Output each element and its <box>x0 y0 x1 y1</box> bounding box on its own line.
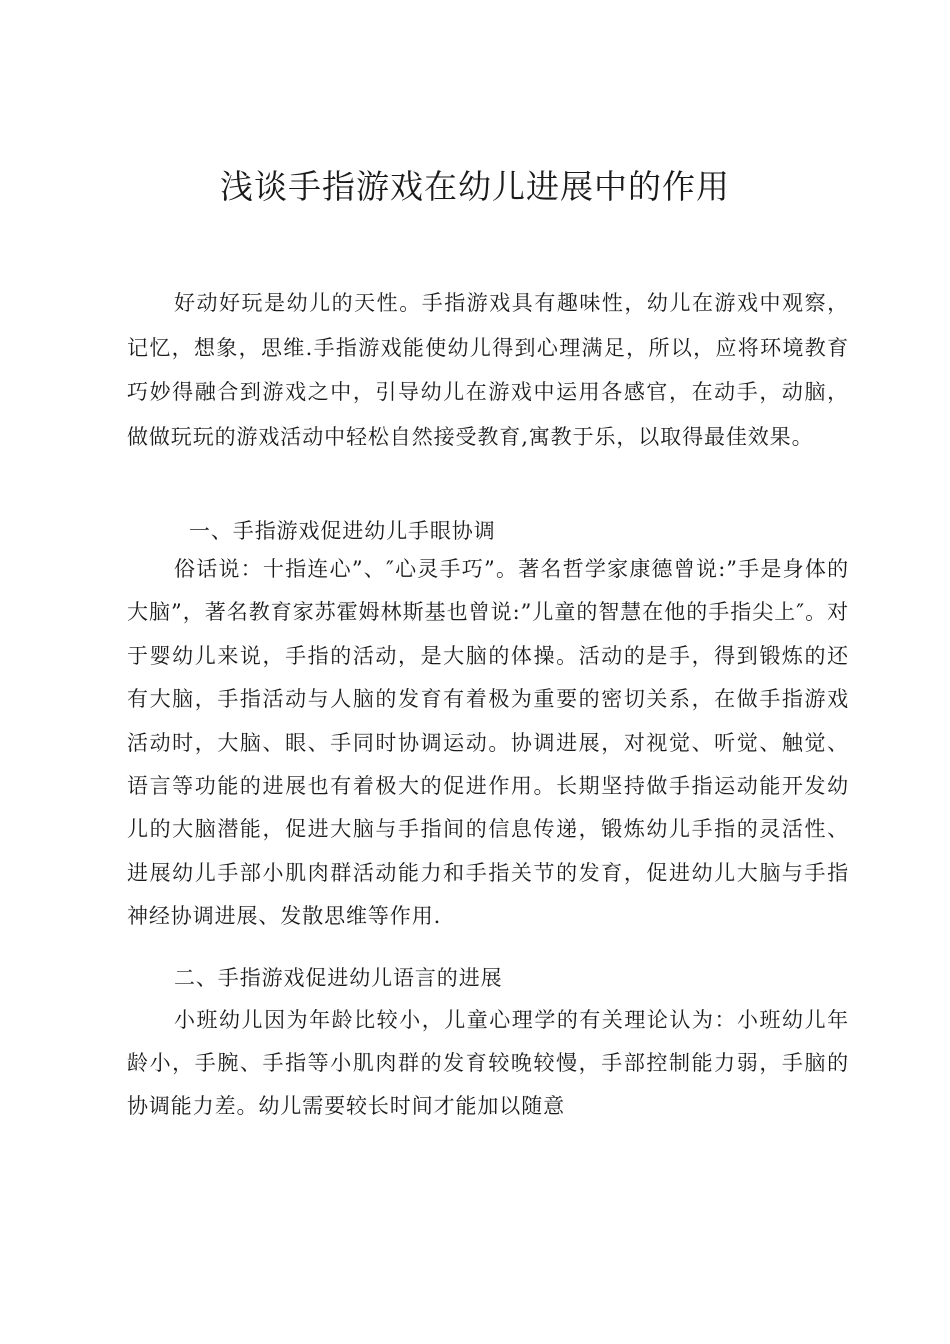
document-title: 浅谈手指游戏在幼儿进展中的作用 <box>220 167 730 206</box>
section-1-paragraph: 俗话说：十指连心”、″心灵手巧”。著名哲学家康德曾说:”手是身体的大脑”，著名教育家苏霍姆林斯基也曾说:”儿童的智慧在他的手指尖上″。对于婴幼儿来说，手指的活动，是大脑的体操。活动的是手，得到锻炼的还有大脑，手指活动与人脑的发育有着极为重要的密切关系，在做手指游戏活动时，大脑、眼、手同时协调运动。协调进展，对视觉、听觉、触觉、语言等功能的进展也有着极大的促进作用。长期坚持做手指运动能开发幼儿的大脑潜能，促进大脑与手指间的信息传递，锻炼幼儿手指的灵活性、进展幼儿手部小肌肉群活动能力和手指关节的发育，促进幼儿大脑与手指神经协调进展、发散思维等作用. <box>127 557 849 929</box>
section-1-heading: 一、手指游戏促进幼儿手眼协调 <box>189 519 496 543</box>
section-2-heading: 二、手指游戏促进幼儿语言的进展 <box>174 966 503 990</box>
section-2-paragraph: 小班幼儿因为年龄比较小，儿童心理学的有关理论认为：小班幼儿年龄小，手腕、手指等小肌肉群的发育较晚较慢，手部控制能力弱，手脑的协调能力差。幼儿需要较长时间才能加以随意 <box>127 1008 849 1118</box>
intro-paragraph: 好动好玩是幼儿的天性。手指游戏具有趣味性，幼儿在游戏中观察，记忆，想象，思维.手指游戏能使幼儿得到心理满足，所以，应将环境教育巧妙得融合到游戏之中，引导幼儿在游戏中运用各感官，在动手，动脑，做做玩玩的游戏活动中轻松自然接受教育,寓教于乐，以取得最佳效果。 <box>127 291 849 449</box>
